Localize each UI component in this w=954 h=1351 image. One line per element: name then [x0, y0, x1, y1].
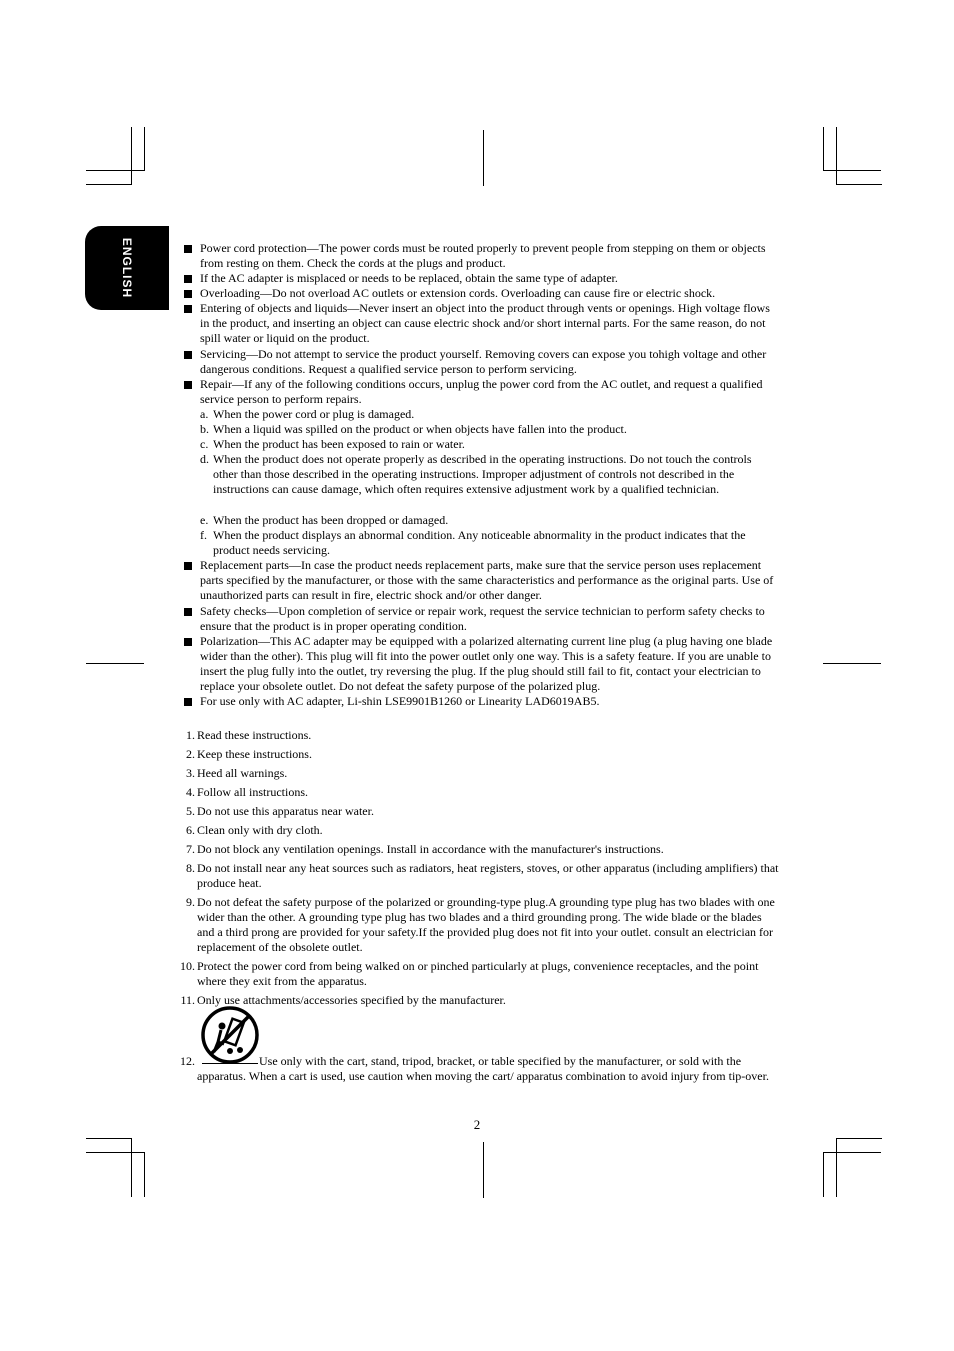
instruction-item: 10. Protect the power cord from being walked on or pinched particularly at plugs, convenience receptacles, and the point where they exit from the apparatus. — [180, 959, 759, 989]
bullet-polarization: Polarization—This AC adapter may be equipped with a polarized alternating current line plug (a plug having one blade wider than the other). This plug will fit into the power outlet only one way. This is a safety feature. If you are unable to insert the plug fully into the outlet, try reversing the plug. If the plug should still fail to fit, contact your electrician to replace your obsolete outlet. Do not defeat the safety purpose of the polarized plug. — [200, 634, 780, 694]
bullet-square-icon — [184, 305, 192, 313]
repair-condition-b: b. When a liquid was spilled on the product or when objects have fallen into the product. — [200, 422, 627, 436]
bullet-power-cord-protection: Power cord protection—The power cords must be routed properly to prevent people from stepping on them or objects from resting on them. Check the cords at the plugs and product. — [200, 241, 780, 271]
bullet-servicing: Servicing—Do not attempt to service the product yourself. Removing covers can expose you tohigh voltage and other dangerous conditions. Request a qualified service person to perform servicing. — [200, 347, 780, 377]
bullet-square-icon — [184, 638, 192, 646]
bullet-square-icon — [184, 290, 192, 298]
instruction-item: 12. Use only with the cart, stand, tripod, bracket, or table specified by the manufacturer, or sold with the apparatus. When a cart is used, use caution when moving the cart/ apparatus combination to avoid injury from tip-over. — [180, 1054, 769, 1084]
bullet-square-icon — [184, 608, 192, 616]
bullet-square-icon — [184, 562, 192, 570]
repair-condition-f: f. When the product displays an abnormal condition. Any noticeable abnormality in the product indicates that the product needs servicing. — [200, 528, 746, 558]
instruction-item: 11. Only use attachments/accessories specified by the manufacturer. — [180, 993, 506, 1007]
bullet-square-icon — [184, 245, 192, 253]
instruction-item: 7. Do not block any ventilation openings. Install in accordance with the manufacturer's instructions. — [186, 842, 664, 856]
bullet-safety-checks: Safety checks—Upon completion of service or repair work, request the service technician to perform safety checks to ensure that the product is in proper operating condition. — [200, 604, 780, 634]
instruction-item: 4. Follow all instructions. — [186, 785, 308, 799]
bullet-ac-adapter-replacement: If the AC adapter is misplaced or needs to be replaced, obtain the same type of adapter. — [200, 271, 780, 286]
language-tab-label: ENGLISH — [120, 237, 134, 299]
bullet-ac-adapter-models: For use only with AC adapter, Li-shin LSE9901B1260 or Linearity LAD6019AB5. — [200, 694, 780, 709]
bullet-repair: Repair—If any of the following conditions occurs, unplug the power cord from the AC outlet, and request a qualified service person to perform repairs. — [200, 377, 780, 407]
repair-condition-c: c. When the product has been exposed to rain or water. — [200, 437, 465, 451]
instruction-item: 9. Do not defeat the safety purpose of the polarized or grounding-type plug.A grounding type plug has two blades with one wider than the other. A grounding type plug has two blades and a third grounding prong. The wide blade or the blades and a third prong are provided for your safety.If the provided plug does not fit into your outlet. consult an electrician for replacement of the obsolete outlet. — [186, 895, 775, 955]
instruction-item: 5. Do not use this apparatus near water. — [186, 804, 374, 818]
repair-condition-e: e. When the product has been dropped or damaged. — [200, 513, 449, 527]
instruction-item: 3. Heed all warnings. — [186, 766, 288, 780]
repair-condition-a: a. When the power cord or plug is damaged. — [200, 407, 415, 421]
bullet-objects-and-liquids: Entering of objects and liquids—Never insert an object into the product through vents or openings. High voltage flows in the product, and inserting an object can cause electric shock and/or short internal parts. For the same reason, do not spill water or liquid on the product. — [200, 301, 780, 346]
bullet-square-icon — [184, 698, 192, 706]
bullet-square-icon — [184, 275, 192, 283]
instruction-item: 1. Read these instructions. — [186, 728, 312, 742]
repair-condition-d: d. When the product does not operate properly as described in the operating instructions. Do not touch the controls other than those described in the operating instructions. Improper adjustment of controls not described in the instructions can cause damage, which often requires extensive adjustment work by a qualified technician. — [200, 452, 752, 497]
instruction-item: 8. Do not install near any heat sources such as radiators, heat registers, stoves, or other apparatus (including amplifiers) that produce heat. — [186, 861, 779, 891]
bullet-overloading: Overloading—Do not overload AC outlets or extension cords. Overloading can cause fire or electric shock. — [200, 286, 780, 301]
bullet-replacement-parts: Replacement parts—In case the product needs replacement parts, make sure that the service person uses replacement parts specified by the manufacturer, or those with the same characteristics and performance as the original parts. Use of unauthorized parts can result in fire, electric shock and/or other danger. — [200, 558, 780, 603]
instruction-item: 2. Keep these instructions. — [186, 747, 312, 761]
instruction-item: 6. Clean only with dry cloth. — [186, 823, 323, 837]
bullet-square-icon — [184, 381, 192, 389]
page-number: 2 — [473, 1117, 481, 1132]
bullet-square-icon — [184, 351, 192, 359]
